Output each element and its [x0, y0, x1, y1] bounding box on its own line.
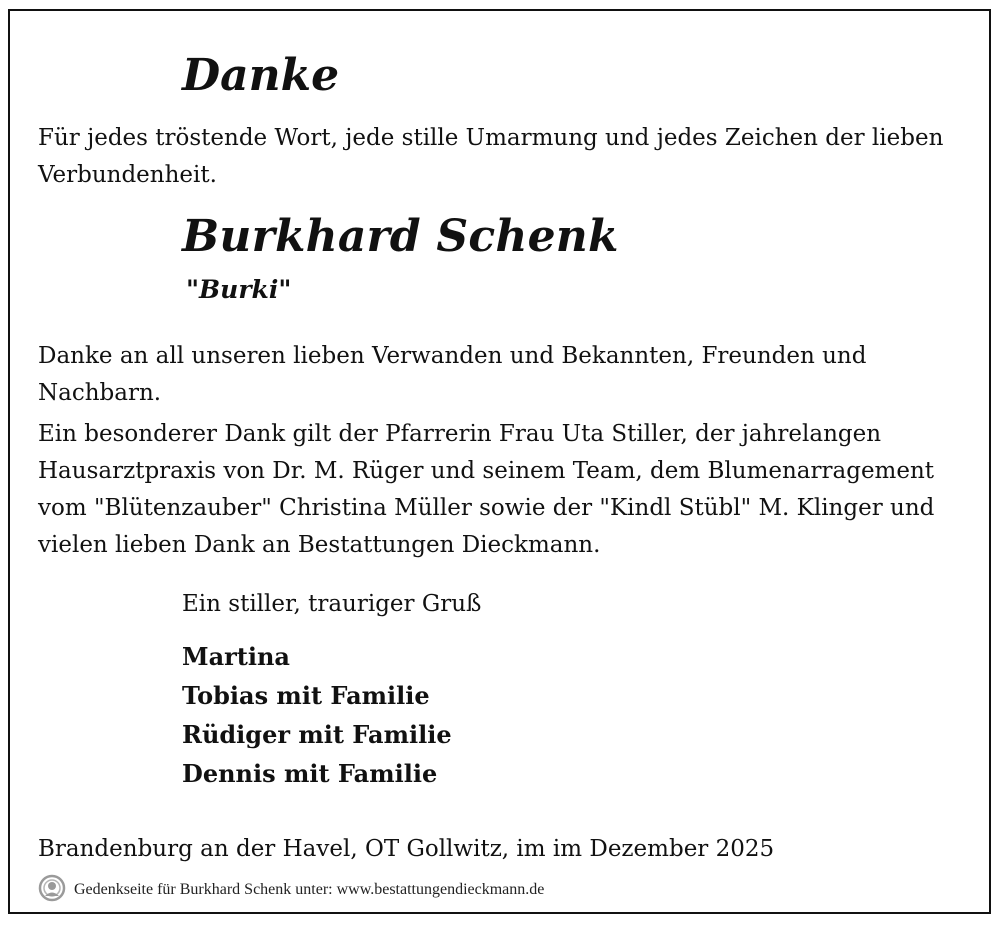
- memorial-page-link[interactable]: Gedenkseite für Burkhard Schenk unter: www.bestattungendieckmann.de: [74, 881, 545, 898]
- notice-title: Danke: [182, 50, 340, 101]
- deceased-name: Burkhard Schenk: [182, 211, 619, 262]
- thanks-paragraph-1: Danke an all unseren lieben Verwanden und Bekannten, Freunden und Nachbarn.: [38, 343, 867, 406]
- memorial-logo-icon: [38, 874, 66, 907]
- family-member: Dennis mit Familie: [182, 759, 438, 788]
- deceased-nickname: "Burki": [186, 275, 292, 304]
- intro-text: Für jedes tröstende Wort, jede stille Umarmung und jedes Zeichen der lieben Verbundenheit.: [38, 125, 944, 188]
- family-member: Rüdiger mit Familie: [182, 720, 452, 749]
- family-member: Martina: [182, 642, 290, 671]
- memorial-page-footer[interactable]: [38, 876, 544, 904]
- greeting-text: Ein stiller, trauriger Gruß: [182, 591, 482, 617]
- thanks-paragraph-2: Ein besonderer Dank gilt der Pfarrerin Frau Uta Stiller, der jahrelangen Hausarztpraxis von Dr. M. Rüger und seinem Team, dem Blumenarragement vom "Blütenzauber" Christina Müller sowie der "Kindl Stübl" M. Klinger und vielen lieben Dank an Bestattungen Dieckmann.: [38, 421, 935, 558]
- place-and-date: Brandenburg an der Havel, OT Gollwitz, im im Dezember 2025: [38, 836, 775, 862]
- family-member: Tobias mit Familie: [182, 681, 430, 710]
